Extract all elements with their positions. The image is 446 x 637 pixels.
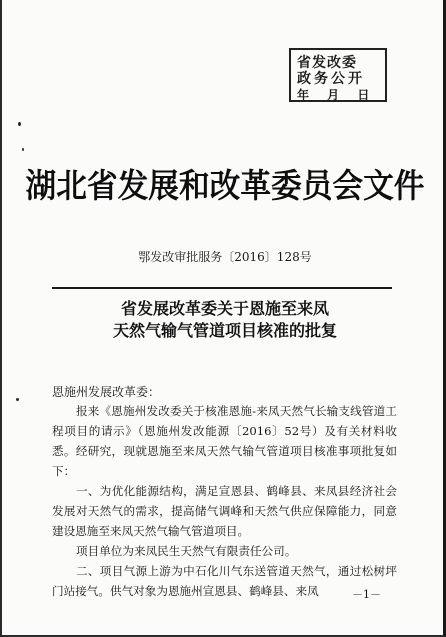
body-paragraph-1: 报来《恩施州发改委关于核准恩施-来凤天然气长输支线管道工程项目的请示》（恩施州发改能源〔2016〕52号）及有关材料收悉。经研究，现就恩施至来凤天然气输气管道项目核准事项批复如下：: [52, 404, 397, 478]
public-release-stamp: [289, 48, 387, 102]
body-paragraph-4: 二、项目气源上游为中石化川气东送管道天然气，通过松树坪门站接气。供气对象为恩施州宣恩县、鹤峰县、来凤: [52, 564, 397, 598]
page-number: －1－: [352, 588, 381, 601]
stamp-line-1: 省发改委: [297, 55, 357, 71]
scan-speck: [18, 122, 21, 126]
document-title: 湖北省发展和改革委员会文件: [25, 166, 425, 205]
header-divider: [52, 287, 392, 289]
scan-speck: [16, 398, 19, 401]
body-paragraph-3: 项目单位为来凤民生天然气有限责任公司。: [76, 544, 297, 558]
body-paragraph-2: 一、为优化能源结构，满足宣恩县、鹤峰县、来凤县经济社会发展对天然气的需求，提高储气调峰和天然气供应保障能力，同意建设恩施至来凤天然气输气管道项目。: [52, 484, 397, 538]
stamp-line-2: 政务公开: [297, 71, 365, 87]
addressee: 恩施州发展改革委：: [52, 385, 161, 399]
document-number: 鄂发改审批服务〔2016〕128号: [138, 250, 312, 264]
subject-line-2: 天然气输气管道项目核准的批复: [112, 321, 337, 340]
subject-line-1: 省发展改革委关于恩施至来凤: [120, 299, 329, 318]
stamp-line-3: 年 月 日: [297, 88, 377, 102]
scan-speck: [22, 148, 24, 151]
